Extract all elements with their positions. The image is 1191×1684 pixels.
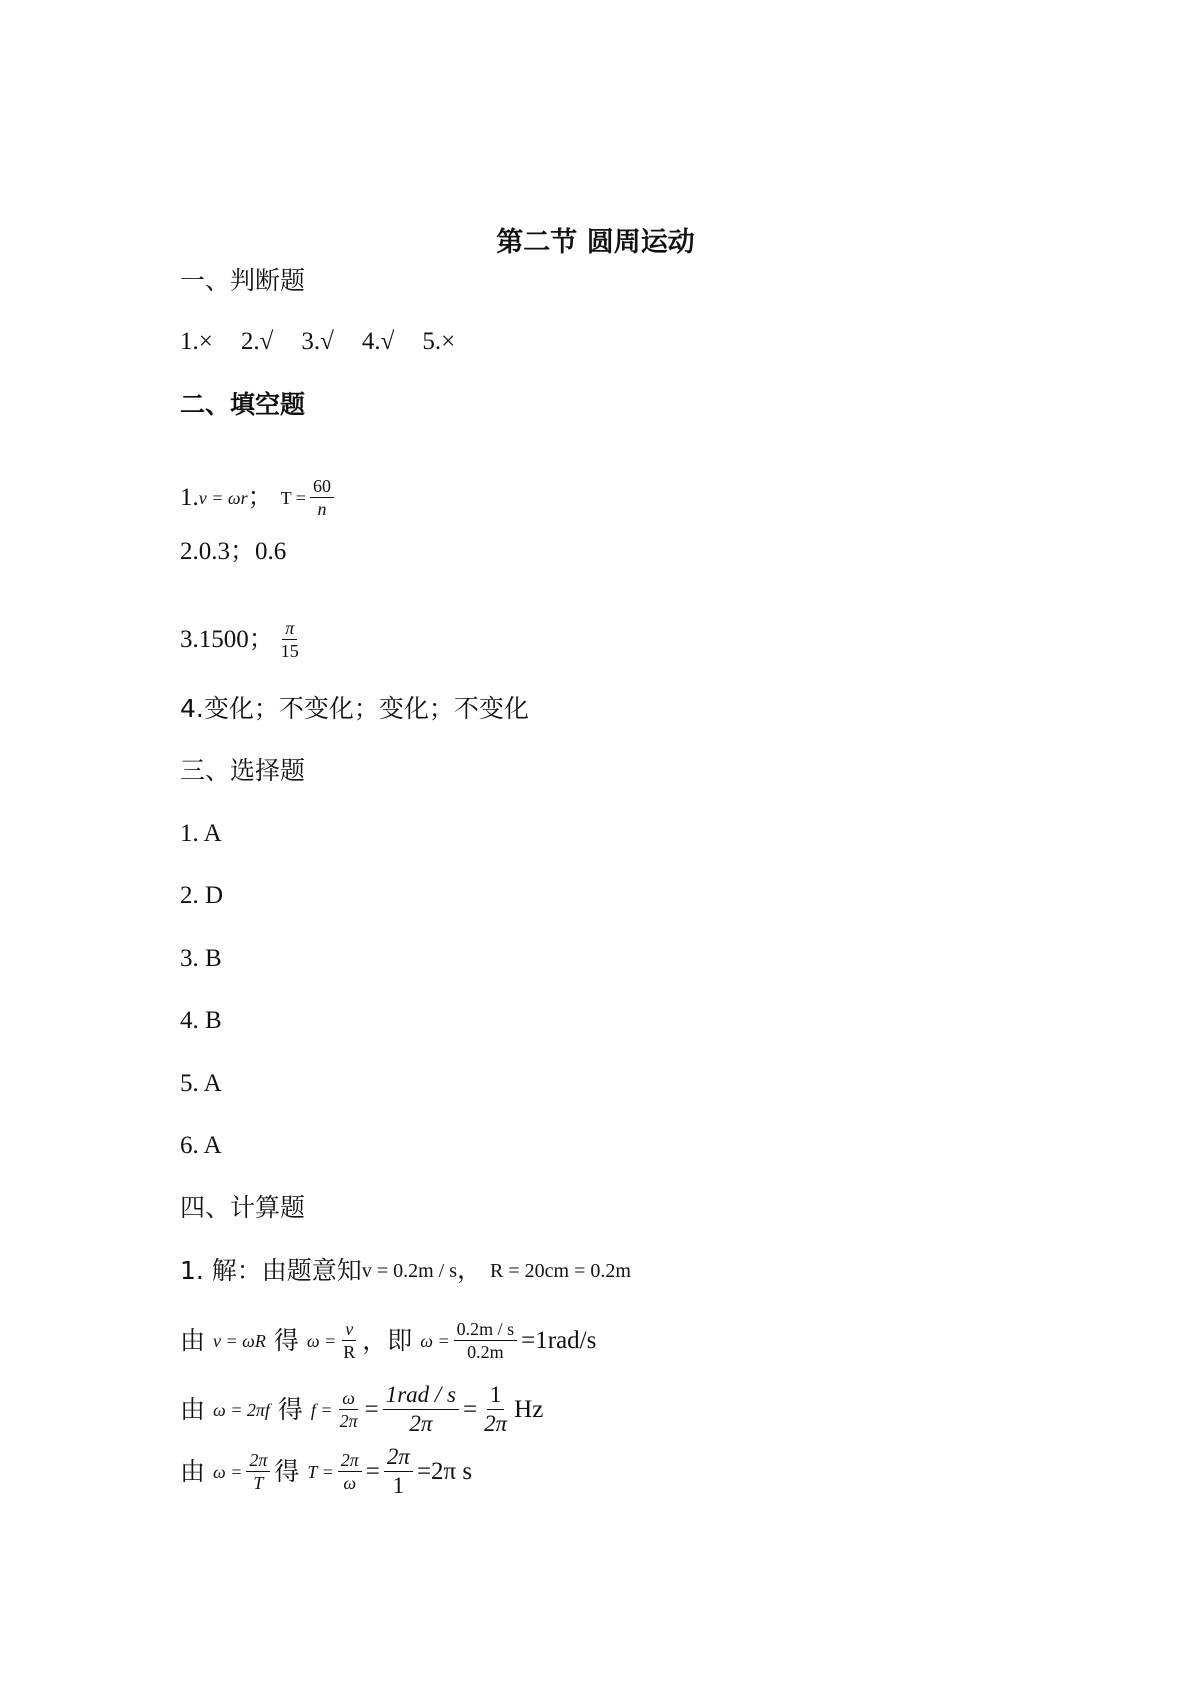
- equals-sign: =: [365, 1457, 380, 1485]
- numerator: 2π: [384, 1443, 413, 1472]
- denominator: 2π: [484, 1411, 508, 1436]
- word-you: 由: [180, 1394, 206, 1424]
- numerator: 2π: [338, 1449, 362, 1472]
- omega-equals: ω =: [420, 1330, 450, 1351]
- equals-sign: =: [463, 1395, 478, 1423]
- word-de: 得: [277, 1394, 303, 1424]
- calc-line-4: [180, 1443, 472, 1500]
- denominator: R: [343, 1342, 356, 1362]
- numerator: v: [342, 1318, 356, 1341]
- denominator: 15: [280, 641, 299, 661]
- judgment-answer: 4.√: [361, 328, 395, 355]
- formula-v-omega-R: v = ωR: [213, 1330, 266, 1351]
- choice-answer: 2. D: [180, 882, 224, 909]
- numerator: π: [282, 617, 297, 640]
- numerator: 1rad / s: [383, 1381, 459, 1410]
- formula-omega-2pi-f: ω = 2πf: [213, 1399, 270, 1420]
- fraction-velocity-over-radius: [454, 1318, 518, 1363]
- fraction-1-over-2pi: [481, 1381, 510, 1438]
- given-radius: R = 20cm = 0.2m: [490, 1260, 631, 1282]
- page-title: 第二节 圆周运动: [496, 227, 695, 258]
- judgment-answer: 2.√: [240, 328, 274, 355]
- choice-answer: 5. A: [180, 1070, 222, 1097]
- t-equals: T =: [307, 1461, 334, 1482]
- fill-answer-4: 4.变化；不变化；变化；不变化: [180, 694, 529, 723]
- denominator: ω: [343, 1473, 357, 1493]
- omega-equals: ω =: [306, 1330, 337, 1351]
- fraction-1rad-over-2pi: [383, 1381, 459, 1438]
- denominator: 0.2m: [467, 1342, 504, 1362]
- fraction-2pi-over-T: [246, 1449, 270, 1494]
- solution-intro: 1. 解：由题意知: [180, 1256, 362, 1285]
- word-you: 由: [180, 1456, 206, 1486]
- fraction-2pi-over-omega: [338, 1449, 362, 1494]
- judgment-answers: [180, 327, 455, 357]
- period-label: T =: [280, 487, 306, 508]
- answer-prefix: 3.1500；: [180, 625, 274, 653]
- section-heading-choice: 三、选择题: [180, 756, 306, 785]
- separator: ；: [247, 483, 273, 511]
- frequency-unit: Hz: [514, 1395, 544, 1423]
- numerator: 1: [487, 1381, 505, 1410]
- word-ji: ，即: [362, 1325, 413, 1355]
- omega-equals: ω =: [213, 1461, 243, 1482]
- choice-answer: 6. A: [180, 1132, 222, 1159]
- fill-answer-3: [180, 617, 306, 662]
- section-heading-judgment: 一、判断题: [180, 266, 306, 295]
- fraction-v-over-R: [340, 1318, 358, 1363]
- section-heading-calculation: 四、计算题: [180, 1193, 306, 1222]
- period-result: =2π s: [416, 1457, 473, 1485]
- fraction-omega-over-2pi: [337, 1387, 361, 1432]
- answer-prefix: 1.: [180, 483, 199, 511]
- judgment-answer: 5.×: [422, 328, 456, 355]
- calc-line-3: [180, 1381, 543, 1438]
- judgment-answer: 3.√: [301, 328, 334, 355]
- fraction-2pi-over-1: [384, 1443, 413, 1500]
- choice-answer: 1. A: [180, 820, 222, 847]
- calc-line-2: [180, 1318, 596, 1363]
- calc-line-1: [180, 1256, 631, 1286]
- word-you: 由: [180, 1325, 206, 1355]
- fraction-60-over-n: [310, 475, 334, 520]
- word-de: 得: [274, 1456, 300, 1486]
- formula-v-omega-r: v = ωr: [198, 487, 248, 508]
- choice-answer: 4. B: [180, 1007, 222, 1034]
- equals-sign: =: [364, 1395, 379, 1423]
- denominator: n: [317, 499, 327, 519]
- f-equals: f =: [310, 1399, 333, 1420]
- numerator: 2π: [246, 1449, 270, 1472]
- numerator: ω: [339, 1387, 358, 1410]
- denominator: 2π: [409, 1411, 433, 1436]
- numerator: 60: [310, 475, 334, 498]
- angular-velocity-result: =1rad/s: [521, 1326, 597, 1354]
- numerator: 0.2m / s: [454, 1318, 518, 1341]
- denominator: T: [253, 1473, 264, 1493]
- given-velocity: v = 0.2m / s: [361, 1260, 457, 1282]
- denominator: 1: [392, 1473, 405, 1498]
- choice-answer: 3. B: [180, 945, 222, 972]
- fill-answer-1: [180, 475, 338, 520]
- section-heading-fill-blank: 二、填空题: [180, 390, 306, 419]
- fraction-pi-over-15: [278, 617, 302, 662]
- word-de: 得: [273, 1325, 299, 1355]
- fill-answer-2: 2.0.3；0.6: [180, 538, 287, 565]
- judgment-answer: 1.×: [180, 328, 213, 355]
- denominator: 2π: [339, 1411, 358, 1431]
- separator: ，: [457, 1257, 483, 1284]
